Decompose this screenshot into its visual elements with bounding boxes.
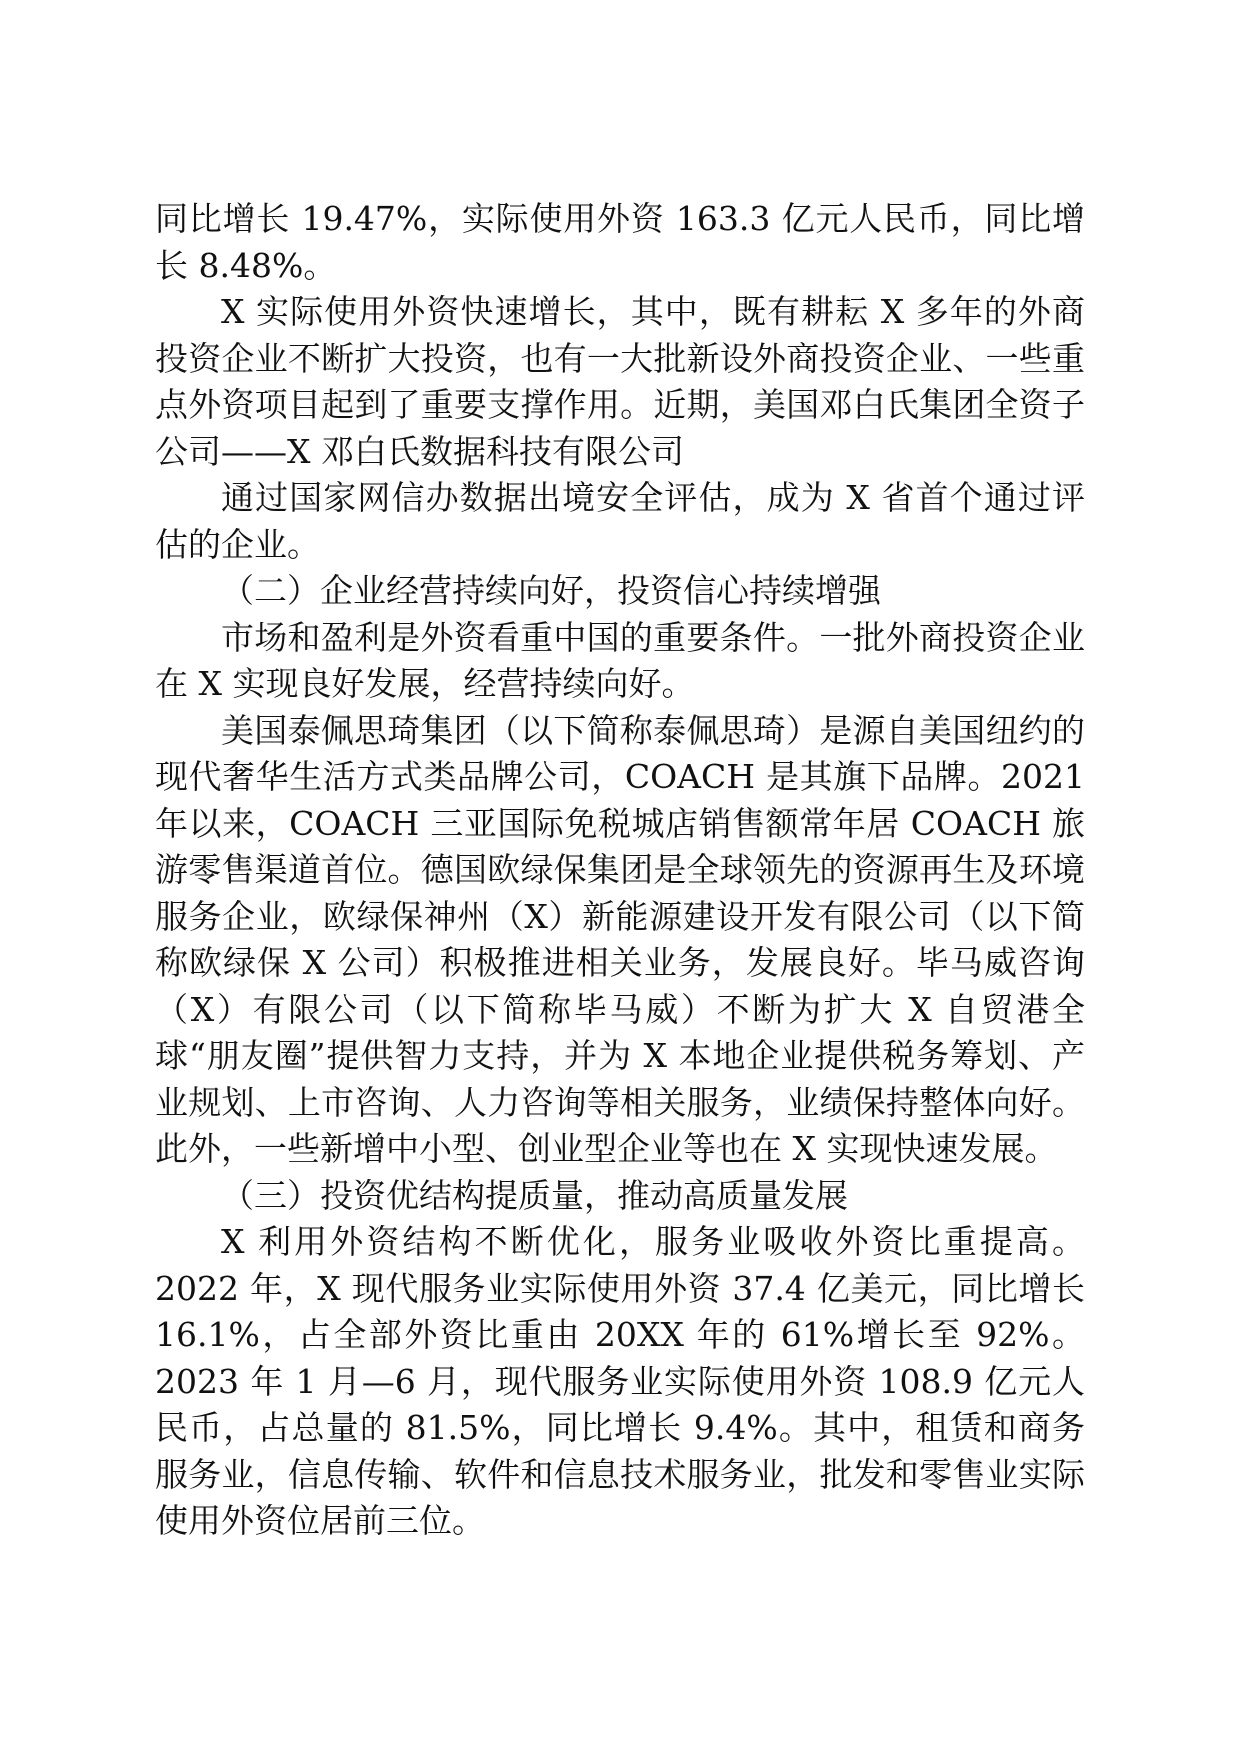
document-page [155, 196, 1085, 1545]
paragraph-structure-optimization: X 利用外资结构不断优化，服务业吸收外资比重提高。2022 年，X 现代服务业实际使用外资 37.4 亿美元，同比增长 16.1%，占全部外资比重由 20XX 年的 61%增长至 92%。2023 年 1 月—6 月，现代服务业实际使用外资 108.9 亿元人民币，占总量的 81.5%，同比增长 9.4%。其中，租赁和商务服务业，信息传输、软件和信息技术服务业，批发和零售业实际使用外资位居前三位。 [155, 1222, 1085, 1540]
paragraph-company-examples: 美国泰佩思琦集团（以下简称泰佩思琦）是源自美国纽约的现代奢华生活方式类品牌公司，COACH 是其旗下品牌。2021 年以来，COACH 三亚国际免税城店销售额常年居 COACH 旅游零售渠道首位。德国欧绿保集团是全球领先的资源再生及环境服务企业，欧绿保神州（X）新能源建设开发有限公司（以下简称欧绿保 X 公司）积极推进相关业务，发展良好。毕马威咨询（X）有限公司（以下简称毕马威）不断为扩大 X 自贸港全球“朋友圈”提供智力支持，并为 X 本地企业提供税务筹划、产业规划、上市咨询、人力咨询等相关服务，业绩保持整体向好。此外，一些新增中小型、创业型企业等也在 X 实现快速发展。 [155, 710, 1085, 1168]
paragraph-market-profit: 市场和盈利是外资看重中国的重要条件。一批外商投资企业在 X 实现良好发展，经营持续向好。 [155, 617, 1085, 703]
section-heading-3: （三）投资优结构提质量，推动高质量发展 [221, 1175, 848, 1215]
paragraph-security-assessment: 通过国家网信办数据出境安全评估，成为 X 省首个通过评估的企业。 [155, 478, 1085, 564]
section-heading-2: （二）企业经营持续向好，投资信心持续增强 [221, 571, 881, 610]
paragraph-growth-stats: 同比增长 19.47%，实际使用外资 163.3 亿元人民币，同比增长 8.48%。 [155, 199, 1085, 285]
paragraph-foreign-investment-growth: X 实际使用外资快速增长，其中，既有耕耘 X 多年的外商投资企业不断扩大投资，也有一大批新设外商投资企业、一些重点外资项目起到了重要支撑作用。近期，美国邓白氏集团全资子公司——X 邓白氏数据科技有限公司 [155, 292, 1085, 471]
